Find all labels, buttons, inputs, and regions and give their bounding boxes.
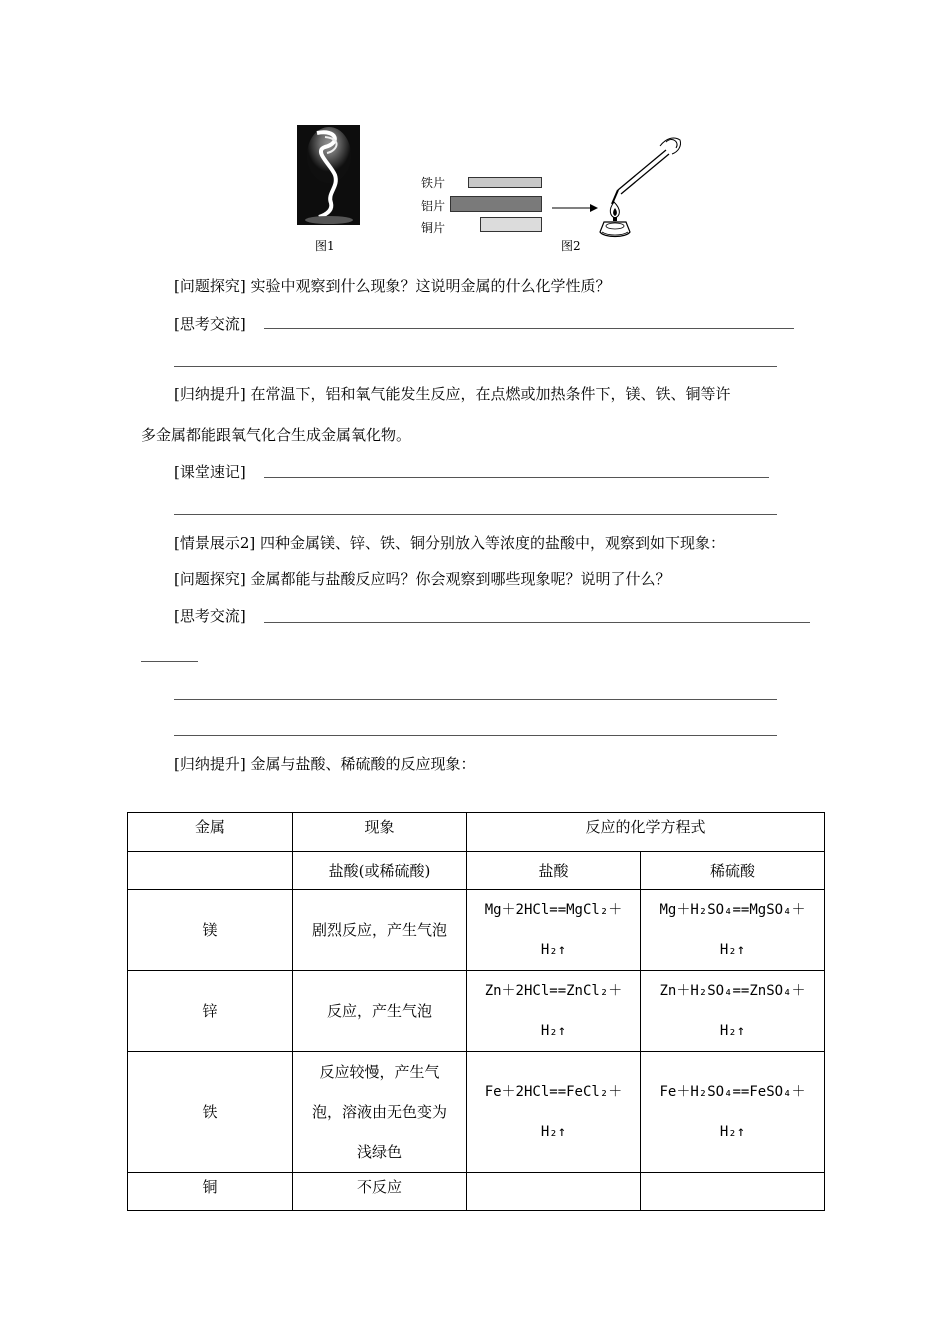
- answer-line[interactable]: [174, 735, 777, 736]
- iron-strip: [468, 177, 542, 188]
- metal-cell: 铁: [128, 1052, 293, 1173]
- equation-line: Mg＋2HCl==MgCl₂＋: [484, 902, 623, 918]
- figure-1-photo: [297, 125, 360, 225]
- phenomenon-cell: [293, 1052, 467, 1173]
- h2so4-equation-cell: [641, 1173, 825, 1211]
- question-explore-2: [问题探究] 金属都能与盐酸反应吗？你会观察到哪些现象呢？说明了什么？: [174, 570, 671, 588]
- summary-2: [归纳提升] 金属与盐酸、稀硫酸的反应现象：: [174, 755, 476, 773]
- header-metal: 金属: [128, 813, 293, 852]
- table-row: [128, 1052, 825, 1173]
- equation-line: H₂↑: [719, 1124, 746, 1140]
- header-phenomenon: 现象: [293, 813, 467, 852]
- subheader-empty: [128, 852, 293, 890]
- notes-line[interactable]: [174, 514, 777, 515]
- think-exchange-2-label: [思考交流]: [174, 607, 246, 625]
- h2so4-equation-cell: [641, 971, 825, 1052]
- header-equation: 反应的化学方程式: [467, 813, 825, 852]
- hcl-equation-cell: [467, 890, 641, 971]
- copper-strip: [480, 217, 542, 232]
- figure-2-caption: 图2: [561, 239, 581, 253]
- answer-line[interactable]: [264, 622, 810, 623]
- summary-1-line2: 多金属都能跟氧气化合生成金属氧化物。: [141, 426, 412, 444]
- equation-line: H₂↑: [540, 942, 567, 958]
- table-row: [128, 971, 825, 1052]
- hcl-equation-cell: [467, 971, 641, 1052]
- phenomenon-line: 泡，溶液由无色变为: [311, 1103, 447, 1121]
- hcl-equation-cell: [467, 1052, 641, 1173]
- class-notes-label: [课堂速记]: [174, 463, 246, 481]
- summary-1-line1: [归纳提升] 在常温下，铝和氧气能发生反应，在点燃或加热条件下，镁、铁、铜等许: [174, 385, 731, 403]
- phenomenon-cell: 剧烈反应，产生气泡: [293, 890, 467, 971]
- table-row: [128, 890, 825, 971]
- equation-line: H₂↑: [540, 1124, 567, 1140]
- scene-display-2: [情景展示2] 四种金属镁、锌、铁、铜分别放入等浓度的盐酸中，观察到如下现象：: [174, 534, 726, 552]
- h2so4-equation-cell: [641, 1052, 825, 1173]
- think-exchange-1-label: [思考交流]: [174, 315, 246, 333]
- label-copper-strip: 铜片: [421, 221, 446, 235]
- answer-line[interactable]: [141, 661, 198, 662]
- label-aluminum-strip: 铝片: [421, 199, 446, 213]
- equation-line: H₂↑: [719, 942, 746, 958]
- label-iron-strip: 铁片: [421, 176, 446, 190]
- equation-line: Mg＋H₂SO₄==MgSO₄＋: [659, 902, 806, 918]
- table-header-row: [128, 813, 825, 852]
- figure-1-caption: 图1: [315, 239, 335, 253]
- phenomenon-cell: 反应，产生气泡: [293, 971, 467, 1052]
- answer-line[interactable]: [174, 699, 777, 700]
- equation-line: Zn＋2HCl==ZnCl₂＋: [484, 983, 623, 999]
- metal-cell: 铜: [128, 1173, 293, 1211]
- subheader-hcl: 盐酸: [467, 852, 641, 890]
- equation-line: Zn＋H₂SO₄==ZnSO₄＋: [659, 983, 806, 999]
- equation-line: H₂↑: [540, 1023, 567, 1039]
- equation-line: H₂↑: [719, 1023, 746, 1039]
- equation-line: Fe＋H₂SO₄==FeSO₄＋: [659, 1084, 806, 1100]
- hcl-equation-cell: [467, 1173, 641, 1211]
- burning-ribbon-image: [297, 125, 360, 225]
- equation-line: Fe＋2HCl==FeCl₂＋: [484, 1084, 623, 1100]
- answer-line[interactable]: [264, 328, 794, 329]
- table-subheader-row: [128, 852, 825, 890]
- arrow-icon: [552, 203, 598, 213]
- notes-line[interactable]: [264, 477, 769, 478]
- subheader-acid: 盐酸(或稀硫酸): [293, 852, 467, 890]
- answer-line[interactable]: [174, 366, 777, 367]
- metal-acid-reaction-table: [127, 812, 825, 1211]
- h2so4-equation-cell: [641, 890, 825, 971]
- phenomenon-line: 反应较慢，产生气: [319, 1063, 440, 1081]
- metal-cell: 锌: [128, 971, 293, 1052]
- phenomenon-cell: 不反应: [293, 1173, 467, 1211]
- phenomenon-line: 浅绿色: [356, 1143, 402, 1161]
- aluminum-strip: [450, 196, 542, 212]
- table-row: [128, 1173, 825, 1211]
- alcohol-lamp-tongs-icon: [596, 128, 686, 240]
- question-explore-1: [问题探究] 实验中观察到什么现象？这说明金属的什么化学性质？: [174, 277, 611, 295]
- subheader-h2so4: 稀硫酸: [641, 852, 825, 890]
- metal-cell: 镁: [128, 890, 293, 971]
